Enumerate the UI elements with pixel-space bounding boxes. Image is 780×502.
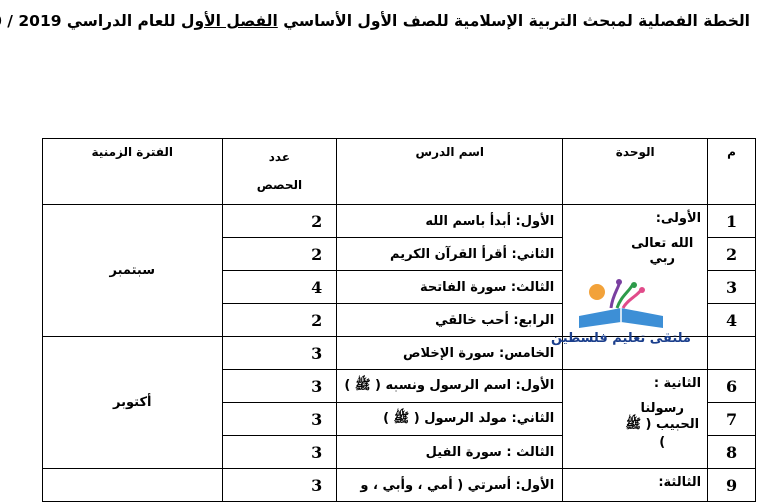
table-row xyxy=(43,205,756,238)
period-next xyxy=(43,469,223,502)
period-september: سبتمبر xyxy=(43,205,223,337)
header-count-line2: الحصص xyxy=(256,178,303,192)
row-lesson: الأول: أسرتي ( أمي ، وأبي ، و xyxy=(337,469,563,502)
title-semester: الفصل الأول xyxy=(181,12,278,30)
row-count: 4 xyxy=(222,271,337,304)
unit-2-cell xyxy=(563,370,708,469)
unit-1-name: الله تعالى ربي xyxy=(631,236,694,266)
row-lesson: الثاني: أقرأ القرآن الكريم xyxy=(337,238,563,271)
row-count: 3 xyxy=(222,403,337,436)
forum-logo xyxy=(551,278,691,350)
row-lesson: الثاني: مولد الرسول ( ﷺ ) xyxy=(337,403,563,436)
row-num: 8 xyxy=(708,436,756,469)
row-num: 3 xyxy=(708,271,756,304)
row-lesson: الأول: أبدأ باسم الله xyxy=(337,205,563,238)
title-part1: الخطة الفصلية لمبحث التربية الإسلامية للصف الأول الأساسي xyxy=(283,12,750,30)
header-unit: الوحدة xyxy=(563,139,708,205)
unit-3-title: الثالثة: xyxy=(658,475,702,490)
header-period: الفترة الزمنية xyxy=(43,139,223,205)
unit-2-name: رسولنا الحبيب ( ﷺ ) xyxy=(625,401,700,450)
row-count: 2 xyxy=(222,304,337,337)
logo-head xyxy=(639,287,645,293)
logo-head xyxy=(616,279,622,285)
row-num: 9 xyxy=(708,469,756,502)
page-title xyxy=(7,12,750,30)
period-october: أكتوبر xyxy=(43,337,223,469)
header-count-line1: عدد xyxy=(268,150,291,164)
row-num: 1 xyxy=(708,205,756,238)
header-lesson: اسم الدرس xyxy=(337,139,563,205)
header-count xyxy=(222,139,337,205)
logo-text: ملتقى تعليم فلسطين xyxy=(551,331,691,346)
row-num: 2 xyxy=(708,238,756,271)
row-num: 7 xyxy=(708,403,756,436)
header-num: م xyxy=(708,139,756,205)
row-num xyxy=(708,337,756,370)
row-count: 3 xyxy=(222,436,337,469)
logo-head xyxy=(631,282,637,288)
row-lesson: الخامس: سورة الإخلاص xyxy=(337,337,563,370)
unit-3-cell xyxy=(563,469,708,502)
row-count: 2 xyxy=(222,238,337,271)
logo-sun xyxy=(589,284,605,300)
row-count: 3 xyxy=(222,370,337,403)
logo-graphic xyxy=(551,278,691,334)
unit-1-title: الأولى: xyxy=(655,211,702,226)
title-part2: للعام الدراسي 2019 / xyxy=(7,12,176,30)
row-lesson: الثالث : سورة الفيل xyxy=(337,436,563,469)
row-lesson: الأول: اسم الرسول ونسبه ( ﷺ ) xyxy=(337,370,563,403)
table-row xyxy=(43,469,756,502)
row-count: 3 xyxy=(222,337,337,370)
row-count: 3 xyxy=(222,469,337,502)
unit-2-title: الثانية : xyxy=(653,376,702,391)
header-row xyxy=(43,139,756,205)
row-count: 2 xyxy=(222,205,337,238)
row-num: 6 xyxy=(708,370,756,403)
row-lesson: الرابع: أحب خالقي xyxy=(337,304,563,337)
row-num: 4 xyxy=(708,304,756,337)
row-lesson: الثالث: سورة الفاتحة xyxy=(337,271,563,304)
